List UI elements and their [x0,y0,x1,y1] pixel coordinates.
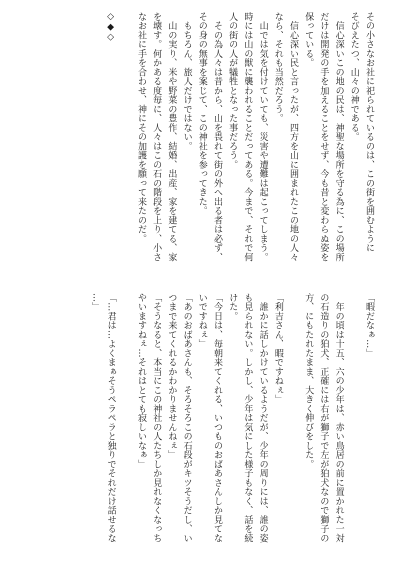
text-line: そびえたつ、山々の神である。 [348,12,359,142]
text-line: なら、それも当然だろう。 [272,12,283,123]
text-line [118,12,133,274]
text-line [346,293,361,555]
text-line: 信心深い民と言ったが、四方を山に囲まれたこの地の人々 [287,12,298,262]
text-line: つまで来てくれるかわかりませんねぇ」 [166,293,177,460]
text-line: 「利吉さん、暇ですねぇ」 [272,293,283,404]
text-line: …」 [90,293,101,312]
text-line: 年の頃は十五、六の少年は、赤い鳥居の前に置かれた一対 [333,293,344,543]
text-line [118,293,133,555]
text-line: やいますねぇ…それはとても寂しいなぁ」 [135,293,146,469]
text-line: ◇◆◇ [105,12,116,43]
text-line: 「今日は、毎朝来てくれる、いつものおばあさんしか見てな [212,293,222,543]
text-line: その身の無事を案じて、この神社を参ってきた。 [196,12,207,216]
text-line: を壊す。何かある度毎に、人々はこの石の階段を上り、小さ [151,12,162,262]
text-line: 時には山の獣に襲われることだってある。今まで、それで何 [242,12,253,262]
text-line: 方、にもたれたまま、大きく伸びをした。 [303,293,314,469]
text-line: 「…君は…よくまぁそうペラペラと独りでそれだけ話せるな [105,293,116,543]
text-line: 「暇だなぁ…」 [364,293,374,358]
text-line: だけは開発の手を加えることをせず、今も昔と変わらぬ姿を [318,12,329,262]
text-line: 保っている。 [303,12,314,68]
text-line [285,293,300,555]
text-line: 山では気を付けていても、災害や遭難は起こってしまう。 [257,12,268,262]
text-line: 「そうなると、本当にこの神社の人たちしか見れなくなっち [151,293,162,543]
text-line: その小さなお社に祀られているのは、この街を囲むように [364,12,374,253]
text-line: 山の実り、米や野菜の豊作、結婚、出産、家を建てる、家 [166,12,177,262]
text-block-top [46,12,376,274]
text-line: 誰かに話しかけているようだが、少年の周りには、誰の姿 [257,293,268,543]
text-line: の石造りの狛犬、正確には右が獅子で左が狛犬なので獅子の [318,293,329,543]
text-line: なお社に手を合わせ、神にその加護を願って来たのだ。 [135,12,146,244]
text-line: もちろん、旅人だけではない。 [181,12,192,151]
text-line: その為人々は昔から、山を畏れて街の外へ出る者は必ず、 [211,12,222,262]
text-line: いですねぇ」 [196,293,207,349]
text-line: 「あのおばあさんも、そろそろこの石段がキツそうだし、い [181,293,192,543]
text-block-bottom [46,293,376,555]
text-line: 信心深いこの地の民は、神聖な場所を守る為に、この場所 [333,12,344,262]
text-line: 人の街の人が犠牲となった事だろう。 [227,12,238,170]
text-line: けた。 [227,293,238,321]
text-line: も見られない。しかし、少年は気にした様子もなく、話を続 [242,293,253,543]
